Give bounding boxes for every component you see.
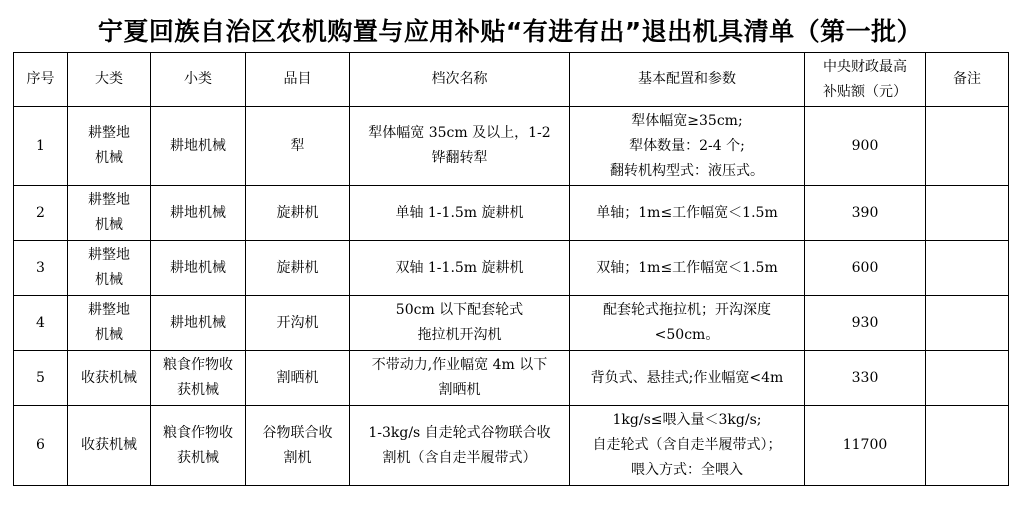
cell-line: 耕地机械 [170, 137, 226, 154]
cell-line: 犁体数量：2-4 个; [629, 137, 745, 154]
cell-subsidy: 930 [805, 296, 926, 351]
cell-subsidy: 600 [805, 241, 926, 296]
cell-subcategory [151, 296, 246, 351]
cell-grade-name [350, 241, 570, 296]
cell-config [570, 107, 805, 186]
cell-line: 拖拉机开沟机 [417, 327, 502, 343]
cell-line: 割机 [283, 449, 312, 466]
cell-line: 获机械 [177, 449, 219, 466]
table-row [14, 296, 1009, 351]
cell-line: 机械 [95, 327, 123, 343]
cell-line: 耕整地 [88, 192, 130, 208]
cell-grade-name [350, 406, 570, 486]
header-subcategory: 小类 [151, 53, 246, 107]
cell-config [570, 296, 805, 351]
table-row [14, 241, 1009, 296]
cell-subcategory [151, 406, 246, 486]
cell-category [68, 351, 151, 406]
cell-remarks [926, 406, 1009, 486]
header-subsidy-line: 中央财政最高 [823, 58, 907, 75]
cell-remarks [926, 241, 1009, 296]
header-subsidy [805, 53, 926, 107]
cell-line: 收获机械 [81, 437, 137, 453]
table-header-row [14, 53, 1009, 107]
cell-line: 铧翻转犁 [431, 150, 488, 166]
cell-line: 收获机械 [81, 369, 137, 386]
cell-grade-name [350, 107, 570, 186]
cell-line: 自走轮式（含自走半履带式）； [592, 437, 782, 453]
cell-subsidy: 330 [805, 351, 926, 406]
cell-index: 4 [14, 296, 68, 351]
cell-line: 50cm 以下配套轮式 [395, 302, 524, 318]
cell-grade-name [350, 351, 570, 406]
cell-line: 获机械 [177, 382, 219, 398]
table-row [14, 351, 1009, 406]
header-subsidy-line: 补贴额（元） [823, 83, 907, 100]
cell-line: 背负式、悬挂式;作业幅宽<4m [590, 369, 784, 386]
header-index: 序号 [14, 53, 68, 107]
cell-item [246, 406, 350, 486]
cell-line: 耕地机械 [170, 314, 226, 331]
cell-item [246, 296, 350, 351]
cell-index: 6 [14, 406, 68, 486]
cell-category [68, 186, 151, 241]
cell-line: 割机（含自走半履带式） [382, 449, 537, 466]
cell-line: 单轴 1-1.5m 旋耕机 [395, 204, 524, 221]
header-remarks: 备注 [926, 53, 1009, 107]
cell-line: 开沟机 [276, 314, 319, 331]
cell-item [246, 186, 350, 241]
cell-subsidy: 900 [805, 107, 926, 186]
table-row [14, 107, 1009, 186]
cell-line: 耕地机械 [170, 204, 226, 221]
cell-line: 旋耕机 [276, 204, 319, 221]
cell-index: 1 [14, 107, 68, 186]
cell-line: 配套轮式拖拉机；开沟深度<50cm。 [603, 302, 771, 343]
cell-line: 粮食作物收 [163, 357, 233, 373]
cell-line: 割晒机 [438, 382, 481, 398]
cell-line: 犁体幅宽 35cm 及以上，1-2 [368, 125, 551, 141]
cell-item [246, 241, 350, 296]
equipment-table [13, 52, 1009, 486]
cell-line: 粮食作物收 [163, 424, 233, 441]
cell-line: 1kg/s≤喂入量＜3kg/s; [612, 412, 762, 428]
cell-line: 翻转机构型式：液压式。 [610, 162, 764, 179]
cell-line: 机械 [95, 217, 123, 233]
cell-subcategory [151, 186, 246, 241]
table-row [14, 406, 1009, 486]
cell-line: 双轴 1-1.5m 旋耕机 [395, 259, 524, 276]
cell-item [246, 351, 350, 406]
cell-line: 单轴；1m≤工作幅宽＜1.5m [596, 204, 778, 221]
cell-line: 机械 [95, 150, 123, 166]
cell-line: 耕地机械 [170, 259, 226, 276]
cell-remarks [926, 296, 1009, 351]
cell-config [570, 241, 805, 296]
cell-line: 谷物联合收 [262, 424, 333, 441]
cell-line: 不带动力,作业幅宽 4m 以下 [371, 357, 548, 373]
cell-index: 3 [14, 241, 68, 296]
cell-category [68, 406, 151, 486]
cell-subcategory [151, 351, 246, 406]
cell-remarks [926, 351, 1009, 406]
cell-config [570, 186, 805, 241]
header-grade-name: 档次名称 [350, 53, 570, 107]
cell-line: 1-3kg/s 自走轮式谷物联合收 [368, 424, 551, 441]
cell-category [68, 107, 151, 186]
cell-index: 5 [14, 351, 68, 406]
cell-subcategory [151, 107, 246, 186]
cell-remarks [926, 107, 1009, 186]
cell-line: 喂入方式：全喂入 [631, 462, 743, 478]
cell-line: 耕整地 [88, 302, 130, 318]
cell-config [570, 406, 805, 486]
cell-line: 旋耕机 [276, 259, 319, 276]
cell-subcategory [151, 241, 246, 296]
document-title: 宁夏回族自治区农机购置与应用补贴“有进有出”退出机具清单（第一批） [97, 17, 923, 46]
header-item: 品目 [246, 53, 350, 107]
cell-line: 割晒机 [276, 369, 319, 386]
cell-line: 机械 [95, 272, 123, 288]
cell-grade-name [350, 186, 570, 241]
header-category: 大类 [68, 53, 151, 107]
cell-line: 耕整地 [88, 247, 130, 263]
cell-subsidy: 390 [805, 186, 926, 241]
cell-category [68, 296, 151, 351]
header-config: 基本配置和参数 [570, 53, 805, 107]
cell-line: 犁 [290, 137, 305, 154]
cell-remarks [926, 186, 1009, 241]
cell-line: 耕整地 [88, 125, 130, 141]
table-row [14, 186, 1009, 241]
cell-line: 双轴；1m≤工作幅宽＜1.5m [596, 259, 778, 276]
cell-item [246, 107, 350, 186]
cell-config [570, 351, 805, 406]
cell-category [68, 241, 151, 296]
cell-subsidy: 11700 [805, 406, 926, 486]
cell-grade-name [350, 296, 570, 351]
cell-line: 犁体幅宽≥35cm; [631, 112, 743, 129]
cell-index: 2 [14, 186, 68, 241]
